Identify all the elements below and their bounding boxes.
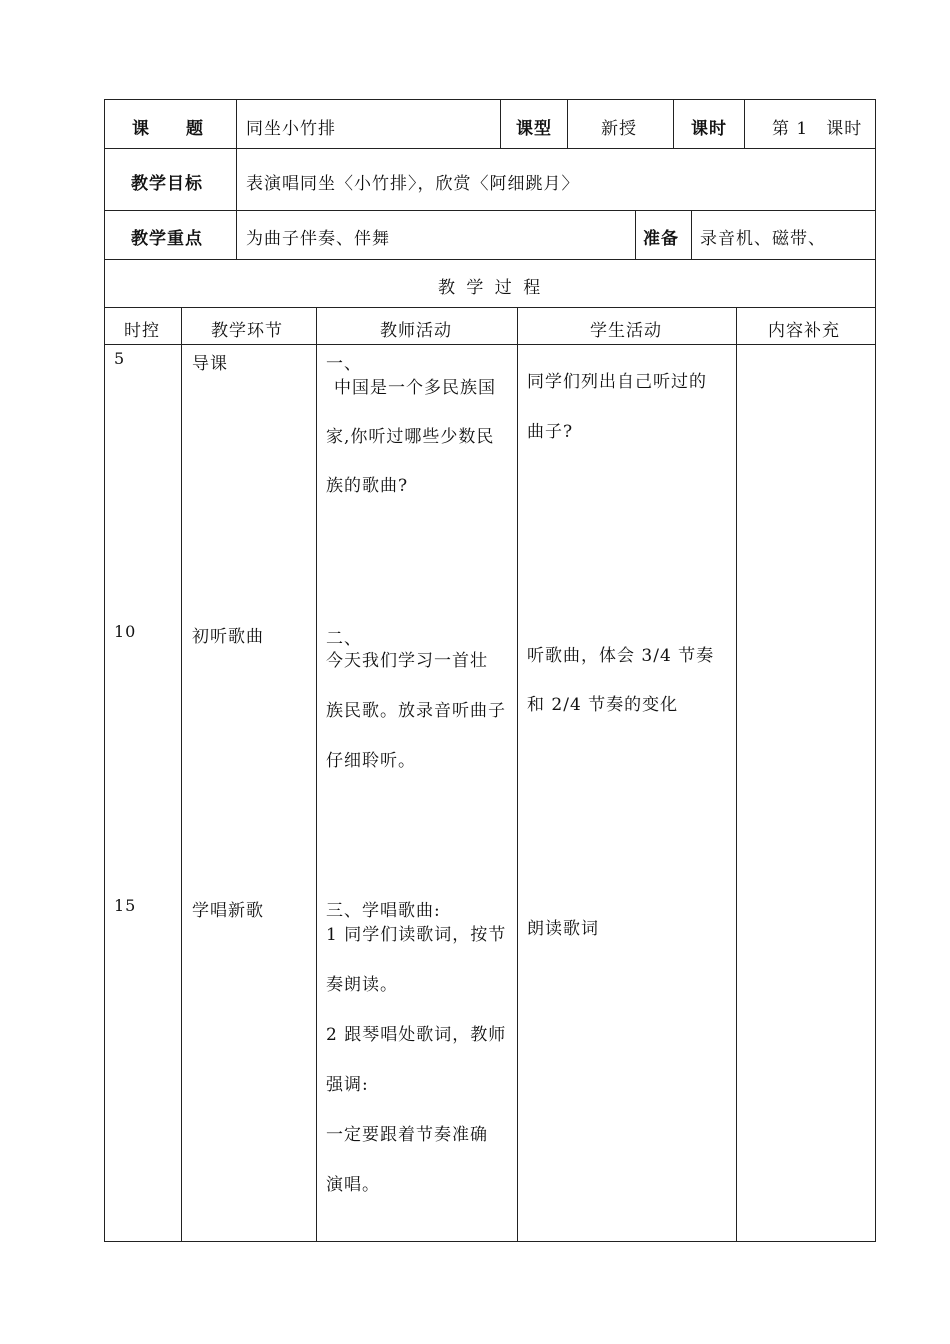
type-value: 新授	[601, 119, 637, 139]
row-1-teacher-line-4: 族的歌曲?	[326, 476, 409, 496]
table-border-top	[104, 99, 876, 100]
row-1-student-line-1: 同学们列出自己听过的	[527, 372, 707, 392]
row-3-teacher-line-5: 强调:	[326, 1075, 369, 1095]
column-header-notes: 内容补充	[768, 321, 840, 341]
row-3-teacher-line-4: 2 跟琴唱处歌词，教师	[326, 1025, 507, 1045]
v-line	[316, 307, 317, 1242]
row-divider-3	[104, 259, 876, 260]
v-line	[635, 210, 636, 259]
prep-label: 准备	[643, 229, 679, 249]
v-line	[181, 307, 182, 1242]
goal-value: 表演唱同坐〈小竹排〉，欣赏〈阿细跳月〉	[246, 174, 580, 194]
row-3-time: 15	[114, 896, 137, 915]
row-2-teacher-line-3: 族民歌。放录音听曲子	[326, 701, 506, 721]
column-header-student: 学生活动	[590, 321, 662, 341]
row-1-time: 5	[114, 349, 126, 368]
topic-value: 同坐小竹排	[246, 119, 336, 139]
row-3-teacher-line-3: 奏朗读。	[326, 975, 398, 995]
row-divider-5	[104, 344, 876, 345]
row-3-teacher-line-6: 一定要跟着节奏准确	[326, 1125, 488, 1145]
v-line	[736, 307, 737, 1242]
process-title: 教 学 过 程	[438, 278, 544, 298]
row-1-stage: 导课	[192, 354, 228, 374]
row-2-teacher-line-2: 今天我们学习一首壮	[326, 651, 488, 671]
v-line	[236, 99, 237, 260]
type-label: 课型	[516, 119, 552, 139]
period-label: 课时	[691, 119, 727, 139]
column-header-teacher: 教师活动	[380, 321, 452, 341]
row-2-teacher-line-1: 二、	[326, 629, 362, 649]
row-2-teacher-line-4: 仔细聆听。	[326, 751, 416, 771]
row-divider-1	[104, 148, 876, 149]
row-1-student-line-2: 曲子?	[527, 422, 574, 442]
row-3-teacher-line-1: 三、学唱歌曲:	[326, 901, 441, 921]
v-line	[517, 307, 518, 1242]
column-header-stage: 教学环节	[211, 321, 283, 341]
row-divider-2	[104, 210, 876, 211]
table-border-right	[875, 99, 876, 1242]
v-line	[744, 99, 745, 148]
row-3-teacher-line-7: 演唱。	[326, 1175, 380, 1195]
row-1-teacher-line-3: 家,你听过哪些少数民	[326, 427, 495, 447]
prep-value: 录音机、磁带、	[700, 229, 826, 249]
focus-label: 教学重点	[131, 229, 203, 249]
row-2-stage: 初听歌曲	[192, 627, 264, 647]
v-line	[500, 99, 501, 148]
row-1-teacher-line-2: 中国是一个多民族国	[334, 378, 496, 398]
goal-label: 教学目标	[131, 174, 203, 194]
row-2-student-line-2: 和 2/4 节奏的变化	[527, 695, 679, 715]
v-line	[691, 210, 692, 259]
row-3-stage: 学唱新歌	[192, 901, 264, 921]
v-line	[673, 99, 674, 148]
row-divider-4	[104, 307, 876, 308]
table-border-bottom	[104, 1241, 876, 1242]
row-2-student-line-1: 听歌曲，体会 3/4 节奏	[527, 646, 715, 666]
row-3-teacher-line-2: 1 同学们读歌词，按节	[326, 925, 507, 945]
v-line	[567, 99, 568, 148]
focus-value: 为曲子伴奏、伴舞	[246, 229, 390, 249]
table-border-left	[104, 99, 105, 1242]
period-value: 第 1 课时	[772, 119, 863, 139]
column-header-time: 时控	[124, 321, 160, 341]
topic-label: 课 题	[132, 119, 204, 139]
row-3-student-line-1: 朗读歌词	[527, 919, 599, 939]
row-1-teacher-line-1: 一、	[326, 354, 362, 374]
row-2-time: 10	[114, 622, 137, 641]
